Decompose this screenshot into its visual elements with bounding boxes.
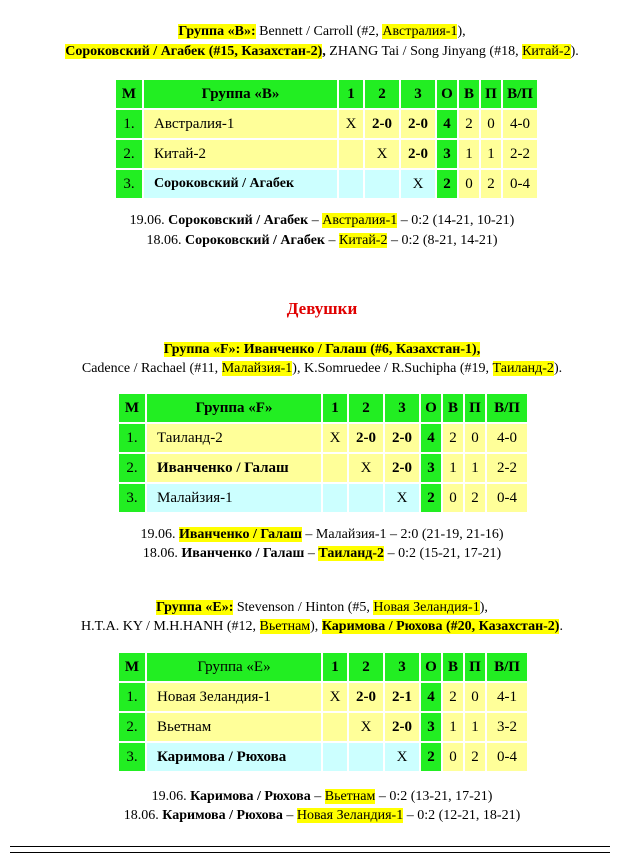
group-b-result-1: 19.06. Сороковский / Агабек – Австралия-1 – 0:2 (14-21, 10-21): [129, 213, 515, 228]
table-row: 3. Малайзия-1 X 2 0 2 0-4: [118, 483, 528, 513]
table-row: 2. Китай-2 X 2-0 3 1 1 2-2: [115, 139, 538, 169]
group-f-intro-line-1: Группа «F»: Иванченко / Галаш (#6, Казахстан-1),: [163, 342, 481, 357]
group-b-intro-line-2: Сороковский / Агабек (#15, Казахстан-2), ZHANG Tai / Song Jinyang (#18, Китай-2).: [65, 44, 579, 59]
table-row: 2. Вьетнам X 2-0 3 1 1 3-2: [118, 712, 528, 742]
group-e-result-1: 19.06. Каримова / Рюхова – Вьетнам – 0:2 (13-21, 17-21): [151, 789, 493, 804]
bottom-divider: [10, 852, 610, 853]
group-f-intro-line-2: Cadence / Rachael (#11, Малайзия-1), K.Somruedee / R.Suchipha (#19, Таиланд-2).: [81, 361, 563, 376]
table-row: 1. Таиланд-2 X 2-0 2-0 4 2 0 4-0: [118, 423, 528, 453]
group-b-table: [115, 79, 538, 199]
table-row: 3. Сороковский / Агабек X 2 0 2 0-4: [115, 169, 538, 199]
table-header-row: М Группа «В» 1 2 3 О В П В/П: [115, 79, 538, 109]
group-f-result-1: 19.06. Иванченко / Галаш – Малайзия-1 – 2:0 (21-19, 21-16): [140, 527, 504, 542]
table-header-row: М Группа «F» 1 2 3 О В П В/П: [118, 393, 528, 423]
group-b-label: Группа «В»:: [178, 24, 256, 39]
table-row: 1. Австралия-1 X 2-0 2-0 4 2 0 4-0: [115, 109, 538, 139]
table-row: 2. Иванченко / Галаш X 2-0 3 1 1 2-2: [118, 453, 528, 483]
table-row: 1. Новая Зеландия-1 X 2-0 2-1 4 2 0 4-1: [118, 682, 528, 712]
group-e-intro-line-2: H.T.A. KY / M.H.HANH (#12, Вьетнам), Каримова / Рюхова (#20, Казахстан-2).: [81, 619, 563, 634]
group-f-table: [118, 393, 528, 513]
group-e-result-2: 18.06. Каримова / Рюхова – Новая Зеландия-1 – 0:2 (12-21, 18-21): [123, 808, 521, 823]
bottom-divider: [10, 846, 610, 847]
girls-section-title: Девушки: [286, 299, 358, 318]
group-b-intro-line-1: Группа «В»: Bennett / Carroll (#2, Австралия-1),: [178, 24, 466, 39]
group-b-result-2: 18.06. Сороковский / Агабек – Китай-2 – 0:2 (8-21, 14-21): [146, 233, 498, 248]
group-e-table: [118, 652, 528, 772]
group-e-intro-line-1: Группа «Е»: Stevenson / Hinton (#5, Новая Зеландия-1),: [156, 600, 488, 615]
group-f-result-2: 18.06. Иванченко / Галаш – Таиланд-2 – 0:2 (15-21, 17-21): [142, 546, 502, 561]
table-row: 3. Каримова / Рюхова X 2 0 2 0-4: [118, 742, 528, 772]
table-header-row: М Группа «Е» 1 2 3 О В П В/П: [118, 652, 528, 682]
